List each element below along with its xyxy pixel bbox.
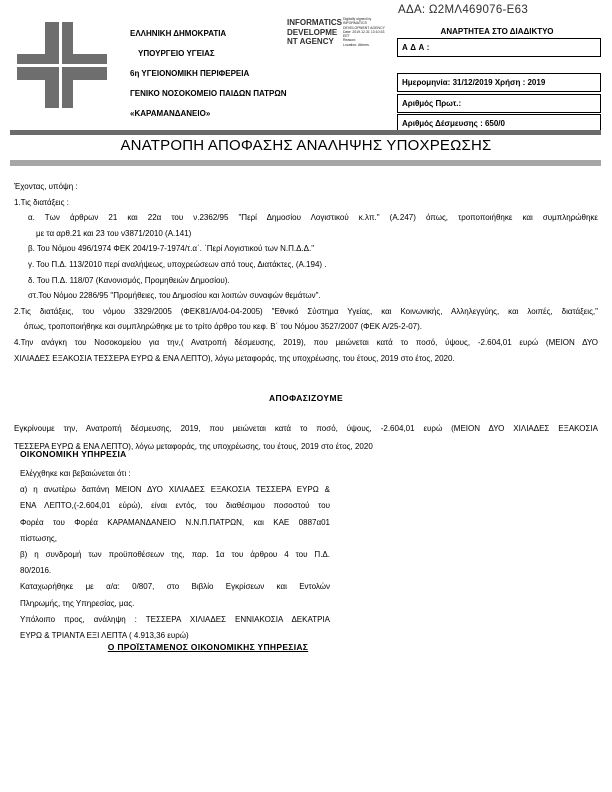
preamble-line: 1.Τις διατάξεις : (14, 197, 69, 207)
organization-line: 6η ΥΓΕΙΟΝΟΜΙΚΗ ΠΕΡΙΦΕΡΕΙΑ (130, 69, 250, 78)
preamble-line: Έχοντας, υπόψη : (14, 182, 78, 191)
digital-signature-text (343, 17, 391, 47)
posted-online-label: ΑΝΑΡΤΗΤΕΑ ΣΤΟ ΔΙΑΔΙΚΤΥΟ (440, 27, 554, 36)
digital-signature-line: DEVELOPMENT AGENCY (343, 25, 385, 30)
digital-signature-line: Date: 2019.12.31 13:10:33 (343, 29, 385, 34)
finance-line: πίστωσης, (20, 533, 57, 543)
preamble-line: με τα αρθ.21 και 23 του ν3871/2010 (Α.141) (36, 228, 192, 238)
finance-line: Φορέα του Φορέα ΚΑΡΑΜΑΝΔΑΝΕΙΟ Ν.Ν.Π.ΠΑΤΡΩΝ, και ΚΑΕ 0887α01 (20, 517, 330, 527)
finance-section-text (20, 466, 330, 644)
digital-signature-line: EET (343, 34, 350, 39)
protocol-number-box: Αριθμός Πρωτ.: (397, 94, 601, 113)
decision-line: Εγκρίνουμε την, Ανατροπή δέσμευσης, 2019, που μειώνεται κατά το ποσό, ύψους, -2.604,01 ευρώ (ΜΕΙΟΝ ΔΥΟ ΧΙΛΙΑΔΕΣ ΕΞΑΚΟΣΙΑ (14, 424, 598, 433)
ada-field-box: ΑΔΑ: (397, 38, 601, 57)
finance-section-heading: ΟΙΚΟΝΟΜΙΚΗ ΥΠΗΡΕΣΙΑ (20, 449, 127, 459)
organization-line: ΕΛΛΗΝΙΚΗ ΔΗΜΟΚΡΑΤΙΑ (130, 29, 227, 38)
preamble-line: 2.Τις διατάξεις, του νόμου 3329/2005 (ΦΕΚ81/Α/04-04-2005) "Εθνικό Σύστημα Υγείας, και Κοινωνικής, Αλληλεγγύης, και λοιπές, διατάξεις," (14, 306, 598, 316)
organization-line: ΥΠΟΥΡΓΕΙΟ ΥΓΕΙΑΣ (138, 49, 215, 58)
title-bottom-rule (10, 160, 601, 166)
preamble-line: 4.Την ανάγκη του Νοσοκομείου για την,( Ανατροπή δέσμευσης, 2019), που μειώνεται κατά το ποσό, ύψους, -2.604,01 ευρώ (ΜΕΙΟΝ ΔΥΟ (14, 337, 598, 347)
finance-line: Ελέγχθηκε και βεβαιώνεται ότι : (20, 469, 131, 478)
preamble-line: β. Του Νόμου 496/1974 ΦΕΚ 204/19-7-1974/τ.α΄. ΄Περί Λογιστικού των Ν.Π.Δ.Δ." (28, 244, 315, 254)
finance-signature-title: Ο ΠΡΟΪΣΤΑΜΕΝΟΣ ΟΙΚΟΝΟΜΙΚΗΣ ΥΠΗΡΕΣΙΑΣ (107, 642, 309, 652)
finance-line: ΕΥΡΩ & ΤΡΙΑΝΤΑ ΕΞΙ ΛΕΠΤΑ ( 4.913,36 ευρώ) (20, 631, 189, 641)
finance-line: ΕΝΑ ΛΕΠΤΟ,(-2.604,01 εύρώ), είναι εντός, του διαθέσιμου ποσοστού του (20, 501, 330, 511)
preamble-text (14, 179, 598, 366)
preamble-line: α. Των άρθρων 21 και 22α του ν.2362/95 "Περί Δημοσίου Λογιστικού κ.λπ." (Α.247) όπως, τροποποιήθηκε και συμπληρώθηκε (28, 213, 598, 223)
ida-stamp-name: INFORMATICS DEVELOPMENT AGENCY (287, 18, 342, 46)
hospital-cross-logo (17, 22, 107, 108)
organization-line: «ΚΑΡΑΜΑΝΔΑΝΕΙΟ» (130, 109, 211, 118)
finance-line: Καταχωρήθηκε με α/α: 0/807, στο Βιβλίο Εγκρίσεων και Εντολών (20, 582, 330, 592)
finance-line: Πληρωμής, της Υπηρεσίας, μας. (20, 598, 135, 608)
decision-heading: ΑΠΟΦΑΣΙΖΟΥΜΕ (268, 393, 344, 403)
finance-line: Υπόλοιπο προς, ανάληψη : ΤΕΣΣΕΡΑ ΧΙΛΙΑΔΕΣ ΕΝΝΙΑΚΟΣΙΑ ΔΕΚΑΤΡΙΑ (20, 614, 330, 624)
title-top-rule (10, 130, 601, 135)
date-field-box: Ημερομηνία: 31/12/2019 Χρήση : 2019 (397, 73, 601, 92)
document-title: ΑΝΑΤΡΟΠΗ ΑΠΟΦΑΣΗΣ ΑΝΑΛΗΨΗΣ ΥΠΟΧΡΕΩΣΗΣ (120, 137, 492, 154)
cross-horizontal-bar (17, 54, 107, 80)
organization-line: ΓΕΝΙΚΟ ΝΟΣΟΚΟΜΕΙΟ ΠΑΙΔΩΝ ΠΑΤΡΩΝ (130, 89, 287, 98)
ada-code-top: ΑΔΑ: Ω2ΜΛ469076-Ε63 (398, 4, 529, 16)
organization-block (130, 24, 287, 124)
digital-signature-line: Reason: (343, 38, 357, 43)
preamble-line: ΧΙΛΙΑΔΕΣ ΕΞΑΚΟΣΙΑ ΤΕΣΣΕΡΑ ΕΥΡΩ & ΕΝΑ ΛΕΠΤΟ), λόγω μεταφοράς, της υποχρέωσης, του έτους, 2019 στο έτος, 2020. (14, 353, 455, 363)
digital-signature-line: Location: Athens (343, 42, 369, 47)
preamble-line: στ.Του Νόμου 2286/95 "Προμήθειες, του Δημοσίου και λοιπών συναφών θεμάτων". (28, 291, 321, 301)
preamble-line: όπως, τροποποιήθηκε και συμπληρώθηκε με το τρίτο άρθρο του κεφ. Β΄ του Νόμου 3527/2007 (ΦΕΚ Α/25-2-07). (24, 322, 422, 332)
decision-line: ΤΕΣΣΕΡΑ ΕΥΡΩ & ΕΝΑ ΛΕΠΤΟ), λόγω μεταφοράς, της υποχρέωσης, του έτους, 2019 στο έτος, 2020 (14, 441, 373, 451)
finance-line: β) η συνδρομή των προϋποθέσεων της, παρ. 1α του άρθρου 4 του Π.Δ. (20, 550, 330, 560)
finance-line: 80/2016. (20, 566, 52, 576)
preamble-line: γ. Του Π.Δ. 113/2010 περί αναλήψεως, υποχρεώσεων από τους, Διατάκτες, (Α.194) . (28, 259, 327, 269)
preamble-line: δ. Του Π.Δ. 118/07 (Κανονισμός, Προμηθειών Δημοσίου). (28, 275, 230, 285)
finance-line: α) η ανωτέρω δαπάνη ΜΕΙΟΝ ΔΥΟ ΧΙΛΙΑΔΕΣ ΕΞΑΚΟΣΙΑ ΤΕΣΣΕΡΑ ΕΥΡΩ & (20, 485, 330, 495)
cross-horizontal-gap (17, 64, 107, 67)
digital-signature-line: INFORMATICS (343, 21, 367, 26)
digital-signature-line: Digitally signed by (343, 17, 372, 21)
commitment-number-box: Αριθμός Δέσμευσης : 650/0 (397, 114, 601, 133)
